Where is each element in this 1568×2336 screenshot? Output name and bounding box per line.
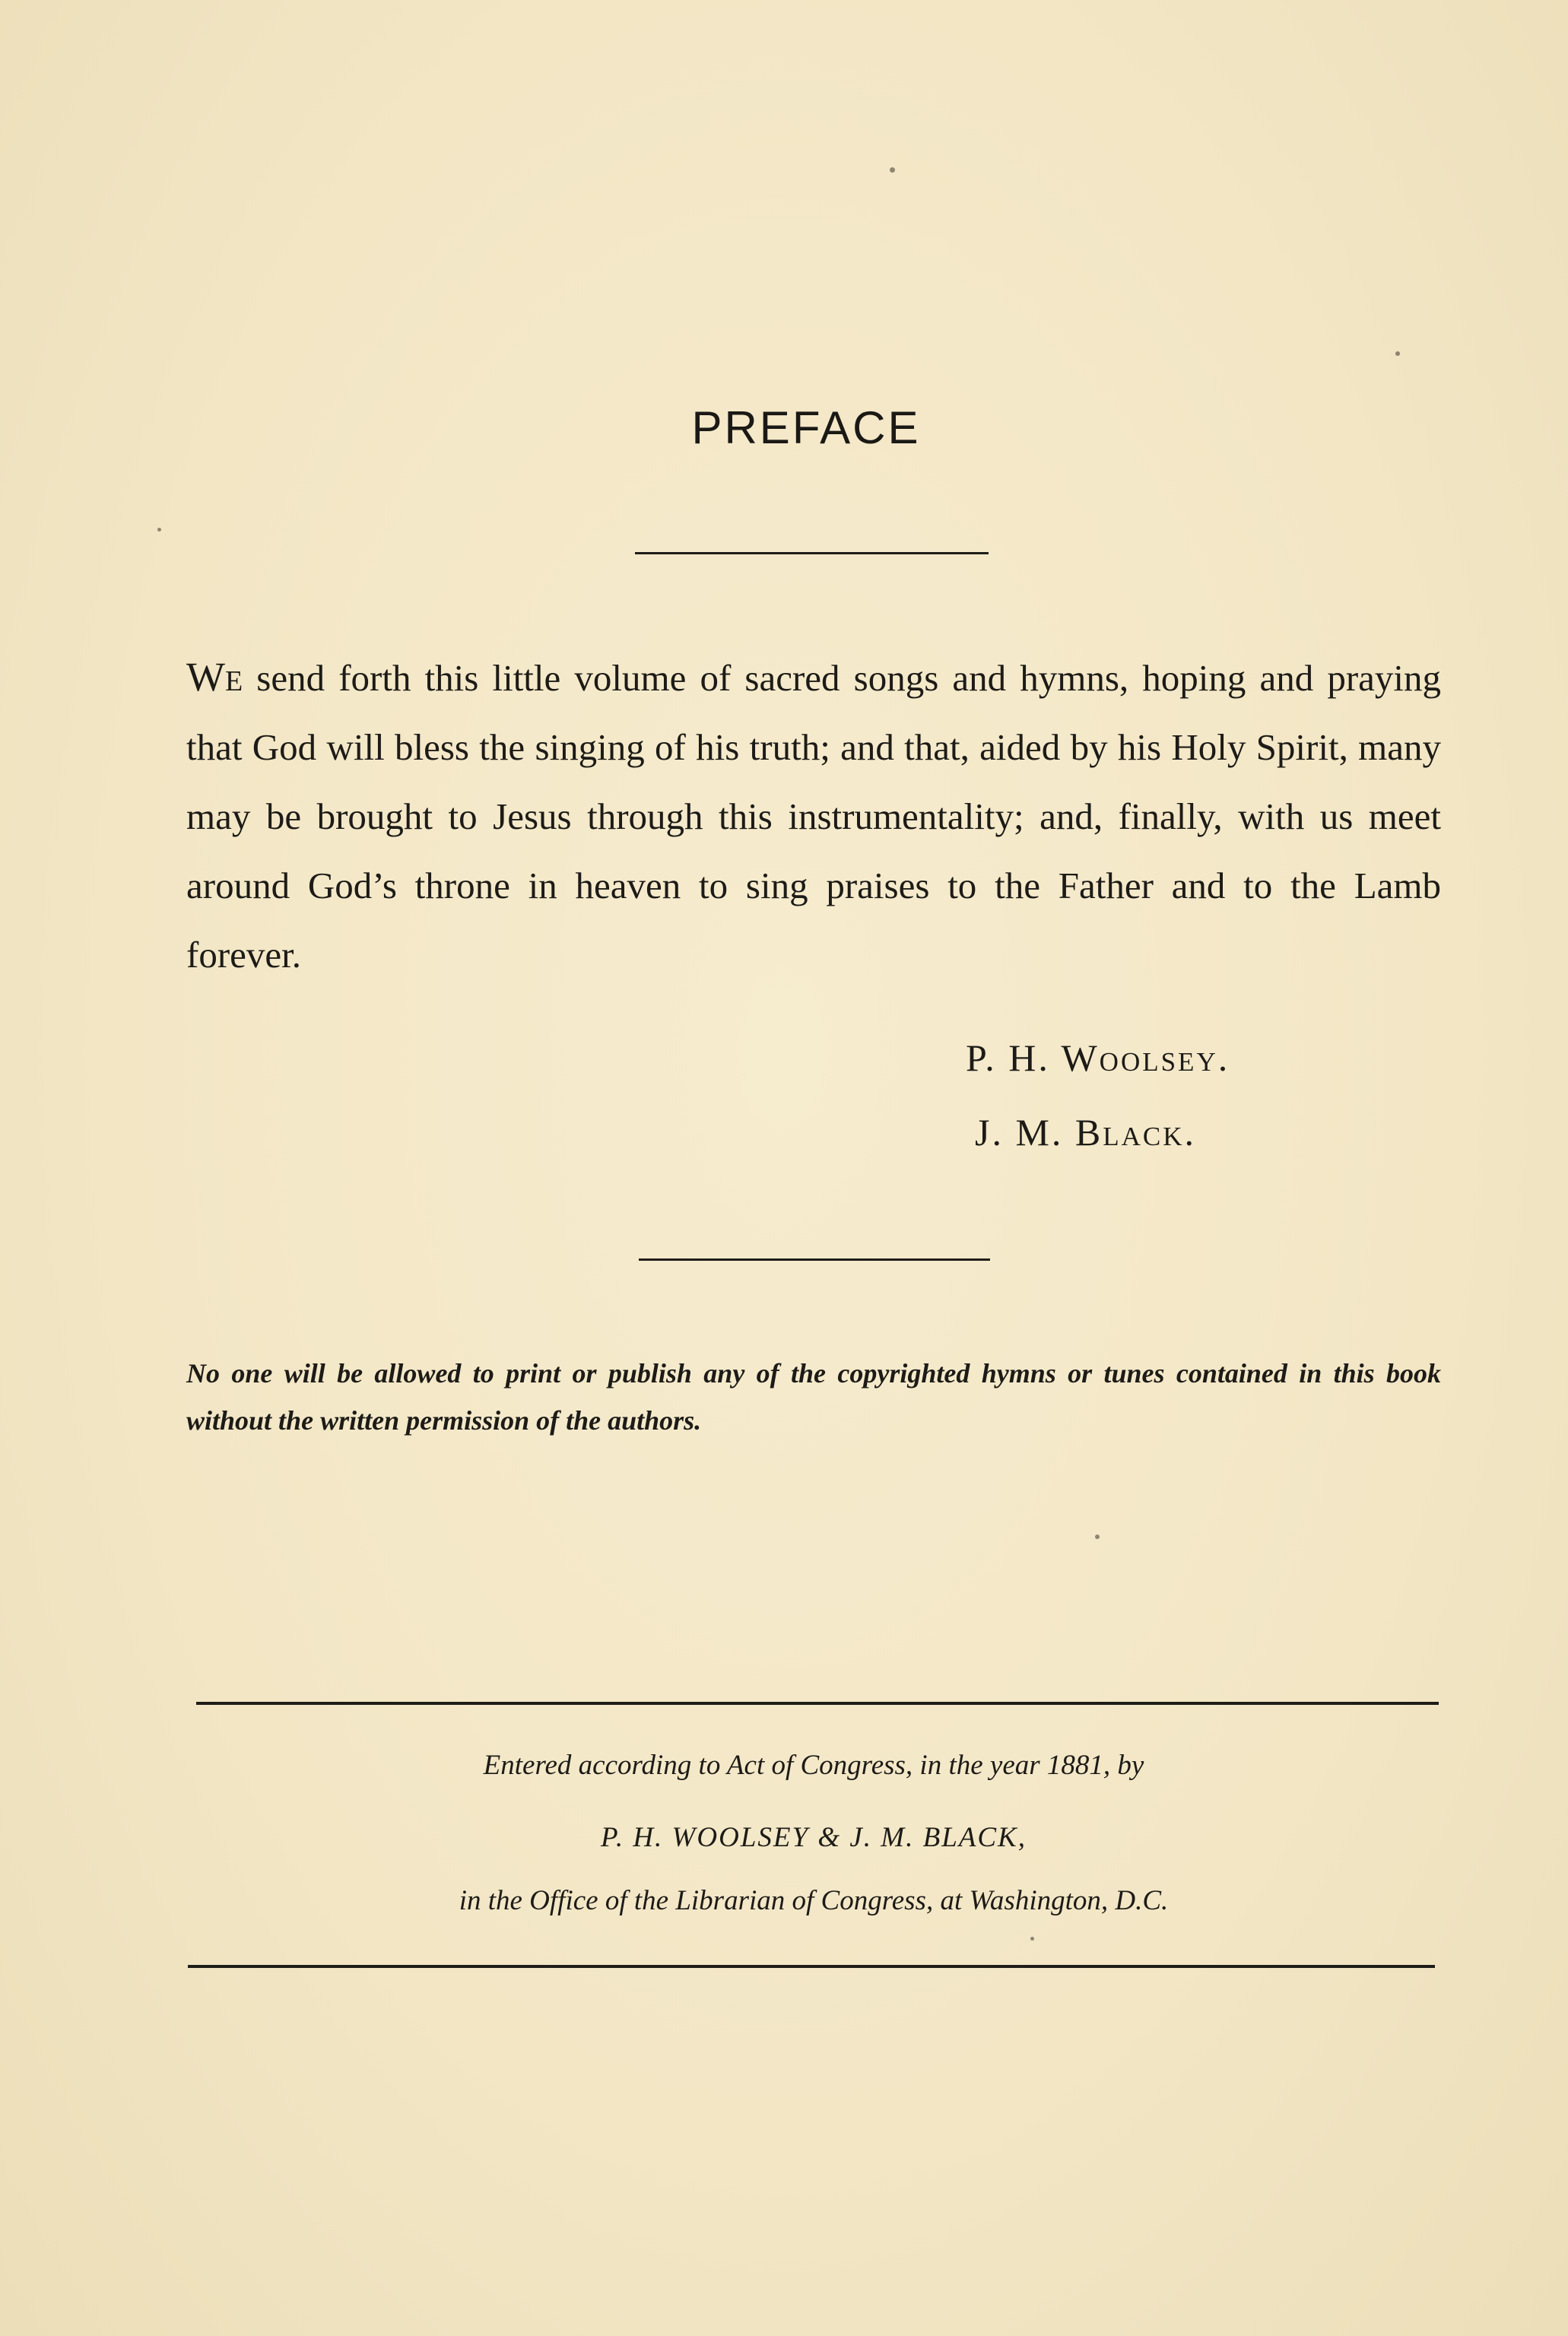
signature-woolsey: P. H. Woolsey.	[966, 1036, 1230, 1079]
scan-speck	[1095, 1535, 1100, 1539]
preface-paragraph	[186, 643, 1441, 989]
divider-rule	[196, 1702, 1439, 1705]
divider-rule	[639, 1258, 990, 1261]
scan-speck	[890, 167, 895, 173]
signature-black: J. M. Black.	[975, 1111, 1197, 1154]
preface-first-word: We	[186, 654, 243, 700]
scan-speck	[1395, 351, 1400, 356]
copyright-notice: No one will be allowed to print or publish any of the copyrighted hymns or tunes contained in this book without the written permission of the authors.	[186, 1358, 1441, 1436]
scan-speck	[1030, 1937, 1034, 1941]
page-title: PREFACE	[691, 402, 921, 453]
divider-rule	[188, 1965, 1435, 1968]
copyright-office-line: in the Office of the Librarian of Congress, at Washington, D.C.	[459, 1885, 1169, 1916]
preface-body: send forth this little volume of sacred songs and hymns, hoping and praying that God will bless the singing of his truth; and that, aided by his Holy Spirit, many may be brought to Jesus through this instrumentality; and, finally, with us meet around God’s throne in heaven to sing praises to the Father and to the Lamb forever.	[186, 657, 1441, 976]
copyright-entry-line: Entered according to Act of Congress, in the year 1881, by	[483, 1750, 1144, 1781]
divider-rule	[635, 552, 989, 554]
scan-speck	[157, 528, 161, 532]
copyright-authors-line: P. H. WOOLSEY & J. M. BLACK,	[601, 1822, 1027, 1853]
